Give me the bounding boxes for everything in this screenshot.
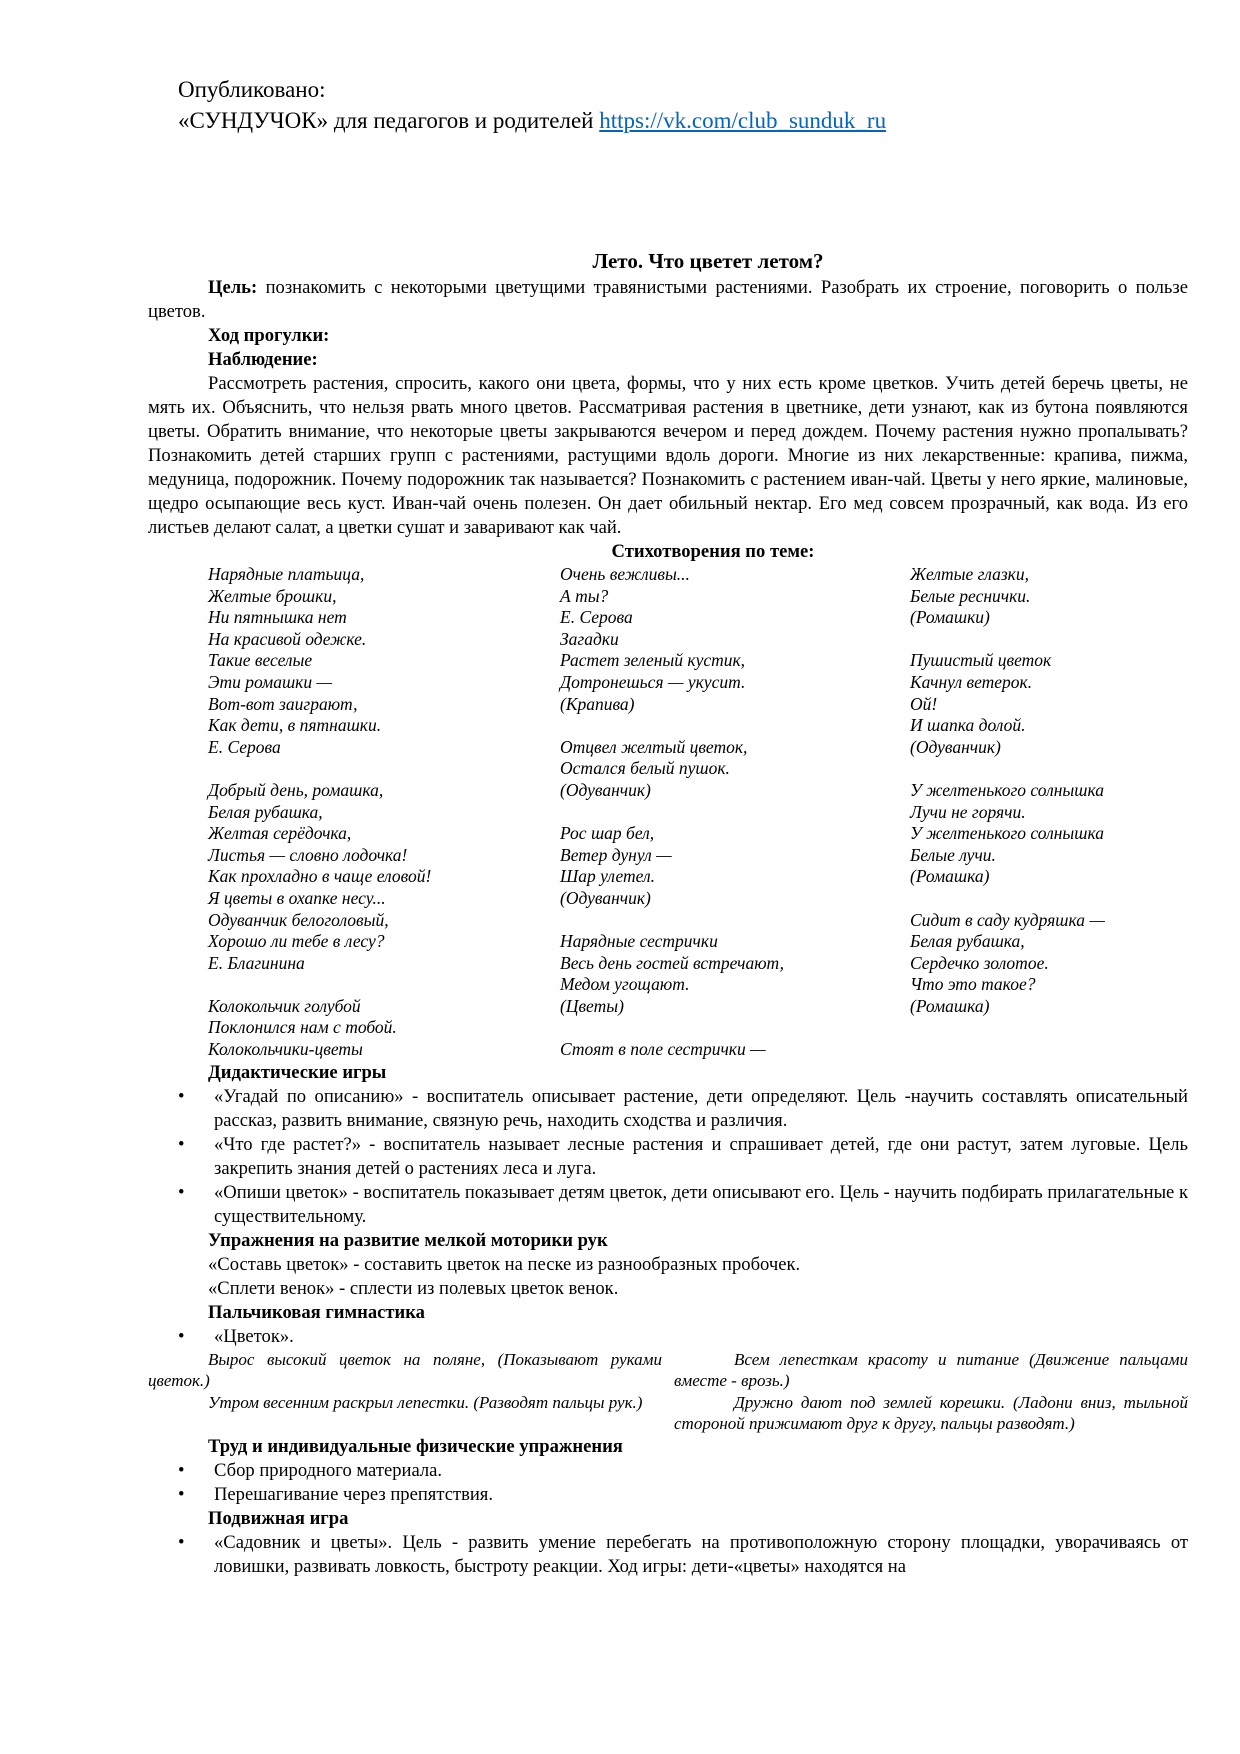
observation-text: Рассмотреть растения, спросить, какого они цвета, формы, что у них есть кроме цветков. Учить детей беречь цветы, не мять их. Объяснить, что нельзя рвать много цветов. Рассматривая растения в цветнике, дети узнают, как из бутона появляются цветы. Обратить внимание, что некоторые цветы закрываются вечером и перед дождем. Почему растения нужно пропалывать? Познакомить детей старших групп с растениями, растущими вдоль дороги. Многие из них лекарственные: крапива, пижма, медуница, подорожник. Почему подорожник так называется? Познакомить с растением иван-чай. Цветы у него яркие, малиновые, щедро осыпающие весь куст. Иван-чай очень полезен. Он дает обильный нектар. Его мед совсем прозрачный, как вода. Из его листьев делают салат, а цветки сушат и заваривают как чай. — [148, 373, 1188, 538]
list-item — [148, 1531, 1188, 1579]
publication-header — [178, 74, 886, 136]
finger-right-column — [674, 1349, 1188, 1435]
walk-heading: Ход прогулки: — [208, 325, 330, 346]
list-item — [148, 1181, 1188, 1229]
finger-list — [148, 1325, 1188, 1349]
published-label: Опубликовано: — [178, 77, 326, 102]
bullet-icon: • — [178, 1532, 185, 1554]
didactic-list — [148, 1085, 1188, 1229]
poems-column-3: Желтые глазки, Белые реснички. (Ромашки) Пушистый цветок Качнул ветерок. Ой! И шапка долой. (Одуванчик) У желтенького солнышка Лучи не горячи. У желтенького солнышка Белые лучи. (Ромашка) Сидит в саду кудряшка — Белая рубашка, Сердечко золотое. Что это такое? (Ромашка) — [910, 564, 1105, 1016]
goal-paragraph — [148, 276, 1188, 324]
list-item — [148, 1133, 1188, 1181]
game-heading: Подвижная игра — [208, 1508, 349, 1530]
observation-heading: Наблюдение: — [208, 349, 318, 370]
verse-line: Вырос высокий цветок на поляне, (Показывают руками цветок.) — [148, 1349, 662, 1391]
bullet-icon: • — [178, 1181, 185, 1203]
labor-heading: Труд и индивидуальные физические упражнения — [208, 1436, 623, 1458]
bullet-icon: • — [178, 1133, 185, 1155]
motor-item: «Составь цветок» - составить цветок на песке из разнообразных пробочек. — [208, 1253, 801, 1275]
list-item — [148, 1325, 1188, 1349]
vk-link[interactable]: https://vk.com/club_sunduk_ru — [599, 108, 887, 133]
game-list — [148, 1531, 1188, 1579]
item-text: «Садовник и цветы». Цель - развить умение перебегать на противоположную сторону площадки, уворачиваясь от ловишки, развивать ловкость, быстроту реакции. Ход игры: дети-«цветы» находятся на — [214, 1532, 1188, 1578]
verse-line: Всем лепесткам красоту и питание (Движение пальцами вместе - врозь.) — [674, 1349, 1188, 1391]
item-text: «Что где растет?» - воспитатель называет лесные растения и спрашивает детей, где они растут, затем луговые. Цель закрепить знания детей о растениях леса и луга. — [214, 1133, 1188, 1179]
list-item — [148, 1483, 1188, 1507]
bullet-icon: • — [178, 1460, 185, 1482]
item-text: «Угадай по описанию» - воспитатель описывает растение, дети определяют. Цель -научить составлять описательный рассказ, развить внимание, связную речь, находить сходства и различия. — [214, 1085, 1188, 1131]
bullet-icon: • — [178, 1484, 185, 1506]
didactic-heading: Дидактические игры — [208, 1061, 387, 1083]
motor-heading: Упражнения на развитие мелкой моторики рук — [208, 1229, 608, 1251]
labor-list — [148, 1459, 1188, 1507]
goal-text: познакомить с некоторыми цветущими травянистыми растениями. Разобрать их строение, поговорить о пользе цветов. — [148, 277, 1188, 322]
verse-line: Утром весенним раскрыл лепестки. (Разводят пальцы рук.) — [208, 1392, 643, 1412]
verse-line: Дружно дают под землей корешки. (Ладони вниз, тыльной стороной прижимают друг к другу, пальцы разводят.) — [674, 1392, 1188, 1434]
motor-item: «Сплети венок» - сплести из полевых цветок венок. — [208, 1277, 619, 1299]
list-item — [148, 1459, 1188, 1483]
page-title: Лето. Что цветет летом? — [592, 249, 824, 273]
poems-columns — [148, 564, 1188, 1061]
source-text: «СУНДУЧОК» для педагогов и родителей — [178, 108, 600, 133]
bullet-icon: • — [178, 1085, 185, 1107]
item-text: «Опиши цветок» - воспитатель показывает детям цветок, дети описывают его. Цель - научить подбирать прилагательные к существительному. — [214, 1181, 1188, 1227]
finger-heading: Пальчиковая гимнастика — [208, 1301, 425, 1323]
poems-column-2: Очень вежливы... А ты? Е. Серова Загадки Растет зеленый кустик, Дотронешься — укусит. (Крапива) Отцвел желтый цветок, Остался белый пушок. (Одуванчик) Рос шар бел, Ветер дунул — Шар улетел. (Одуванчик) Нарядные сестрички Весь день гостей встречают, Медом угощают. (Цветы) Стоят в поле сестрички — — [560, 564, 785, 1060]
poems-column-1: Нарядные платьица, Желтые брошки, Ни пятнышка нет На красивой одежке. Такие веселые Эти ромашки — Вот-вот заиграют, Как дети, в пятнашки. Е. Серова Добрый день, ромашка, Белая рубашка, Желтая серёдочка, Листья — словно лодочка! Как прохладно в чаще еловой! Я цветы в охапке несу... Одуванчик белоголовый, Хорошо ли тебе в лесу? Е. Благинина Колокольчик голубой Поклонился нам с тобой. Колокольчики-цветы — [208, 564, 432, 1060]
goal-label: Цель: — [208, 277, 258, 298]
bullet-icon: • — [178, 1325, 185, 1347]
item-text: «Цветок». — [214, 1325, 294, 1347]
finger-verses — [148, 1349, 1188, 1435]
finger-left-column — [148, 1349, 662, 1435]
item-text: Перешагивание через препятствия. — [214, 1484, 494, 1506]
item-text: Сбор природного материала. — [214, 1460, 443, 1482]
poems-heading: Стихотворения по теме: — [611, 541, 815, 562]
document-body — [148, 246, 1188, 1579]
list-item — [148, 1085, 1188, 1133]
